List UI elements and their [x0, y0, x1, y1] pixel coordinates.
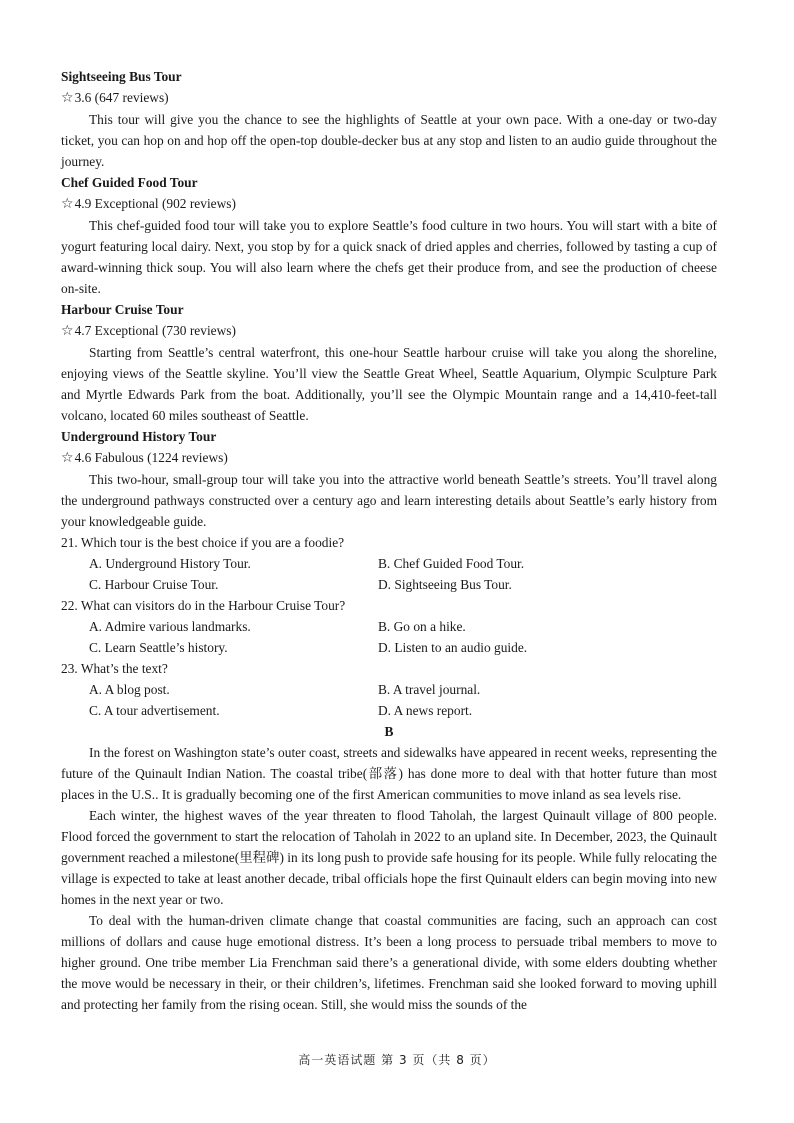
- page-footer: 高一英语试题 第 3 页（共 8 页）: [298, 1053, 496, 1067]
- star-outline-icon: ☆: [61, 196, 74, 212]
- tour-title: Underground History Tour: [61, 429, 217, 444]
- option-d: D. Listen to an audio guide.: [378, 640, 528, 655]
- passage-paragraph: Each winter, the highest waves of the year threaten to flood Taholah, the largest Quinault village of 800 people. Flood forced the government to start the relocation of Taholah in 2022 to an upland site. In December, 2023, the Quinault government reached a milestone(里程碑) in its long push to provide safe housing for its people. While fully relocating the village is expected to take at least another decade, tribal officials hope the first Quinault elders can begin moving into new homes in the next year or two.: [61, 808, 717, 907]
- star-outline-icon: ☆: [61, 323, 74, 339]
- section-heading: B: [384, 724, 394, 739]
- option-b: B. Chef Guided Food Tour.: [378, 556, 525, 571]
- question-stem: 23. What’s the text?: [61, 661, 168, 676]
- tour-description: This chef-guided food tour will take you to explore Seattle’s food culture in two hours. You will start with a bite of yogurt featuring local dairy. Next, you stop by for a quick snack of dried apples and cherries, followed by tasting a cup of award-winning thick soup. You will also learn where the chefs get their produce from, and see the production of cheese on-site.: [61, 218, 717, 296]
- option-row: [61, 679, 717, 700]
- tour-title: Sightseeing Bus Tour: [61, 69, 182, 84]
- tour-rating: [61, 87, 717, 109]
- star-outline-icon: ☆: [61, 450, 74, 466]
- option-a: A. Admire various landmarks.: [89, 619, 251, 634]
- passage-paragraph: In the forest on Washington state’s outer coast, streets and sidewalks have appeared in recent weeks, representing the future of the Quinault Indian Nation. The coastal tribe(部落) has done more to deal with that hotter future than most places in the U.S.. It is gradually becoming one of the first American communities to move inland as sea levels rise.: [61, 745, 717, 802]
- tour-title: Harbour Cruise Tour: [61, 302, 184, 317]
- tour-rating: [61, 193, 717, 215]
- tour-title: Chef Guided Food Tour: [61, 175, 198, 190]
- tour-description: Starting from Seattle’s central waterfront, this one-hour Seattle harbour cruise will take you along the shoreline, enjoying views of the Seattle skyline. You’ll view the Seattle Great Wheel, Seattle Aquarium, Olympic Sculpture Park and Myrtle Edwards Park from the boat. Additionally, you’ll see the Olympic Mountain range and a 14,410-feet-tall volcano, located 60 miles southeast of Seattle.: [61, 345, 717, 423]
- rating-text: 3.6 (647 reviews): [74, 90, 169, 105]
- option-c: C. Learn Seattle’s history.: [89, 640, 228, 655]
- question-stem: 21. Which tour is the best choice if you are a foodie?: [61, 535, 345, 550]
- tour-description: This two-hour, small-group tour will take you into the attractive world beneath Seattle’s streets. You’ll travel along the underground pathways constructed over a century ago and learn interesting details about Seattle’s early history from your knowledgeable guide.: [61, 472, 717, 529]
- option-b: B. A travel journal.: [378, 682, 481, 697]
- rating-text: 4.6 Fabulous (1224 reviews): [74, 450, 228, 465]
- question-stem: 22. What can visitors do in the Harbour Cruise Tour?: [61, 598, 346, 613]
- option-row: [61, 616, 717, 637]
- star-outline-icon: ☆: [61, 90, 74, 106]
- option-a: A. A blog post.: [89, 682, 170, 697]
- option-row: [61, 553, 717, 574]
- option-row: [61, 700, 717, 721]
- rating-text: 4.7 Exceptional (730 reviews): [74, 323, 236, 338]
- option-d: D. A news report.: [378, 703, 473, 718]
- option-d: D. Sightseeing Bus Tour.: [378, 577, 512, 592]
- option-b: B. Go on a hike.: [378, 619, 466, 634]
- tour-description: This tour will give you the chance to see the highlights of Seattle at your own pace. With a one-day or two-day ticket, you can hop on and hop off the open-top double-decker bus at any stop and listen to an audio guide throughout the journey.: [61, 112, 717, 169]
- document-page: [61, 66, 717, 1015]
- option-c: C. Harbour Cruise Tour.: [89, 577, 219, 592]
- option-row: [61, 574, 717, 595]
- passage-paragraph: To deal with the human-driven climate change that coastal communities are facing, such an approach can cost millions of dollars and cause huge emotional distress. It’s been a long process to persuade tribal members to move to higher ground. One tribe member Lia Frenchman said there’s a generational divide, with some elders doubting whether the move would be necessary in their, or their children’s, lifetimes. Frenchman said she looked forward to moving uphill and protecting her family from the rising ocean. Still, she would miss the sounds of the: [61, 913, 717, 1012]
- rating-text: 4.9 Exceptional (902 reviews): [74, 196, 236, 211]
- option-row: [61, 637, 717, 658]
- option-c: C. A tour advertisement.: [89, 703, 220, 718]
- tour-rating: [61, 447, 717, 469]
- option-a: A. Underground History Tour.: [89, 556, 251, 571]
- tour-rating: [61, 320, 717, 342]
